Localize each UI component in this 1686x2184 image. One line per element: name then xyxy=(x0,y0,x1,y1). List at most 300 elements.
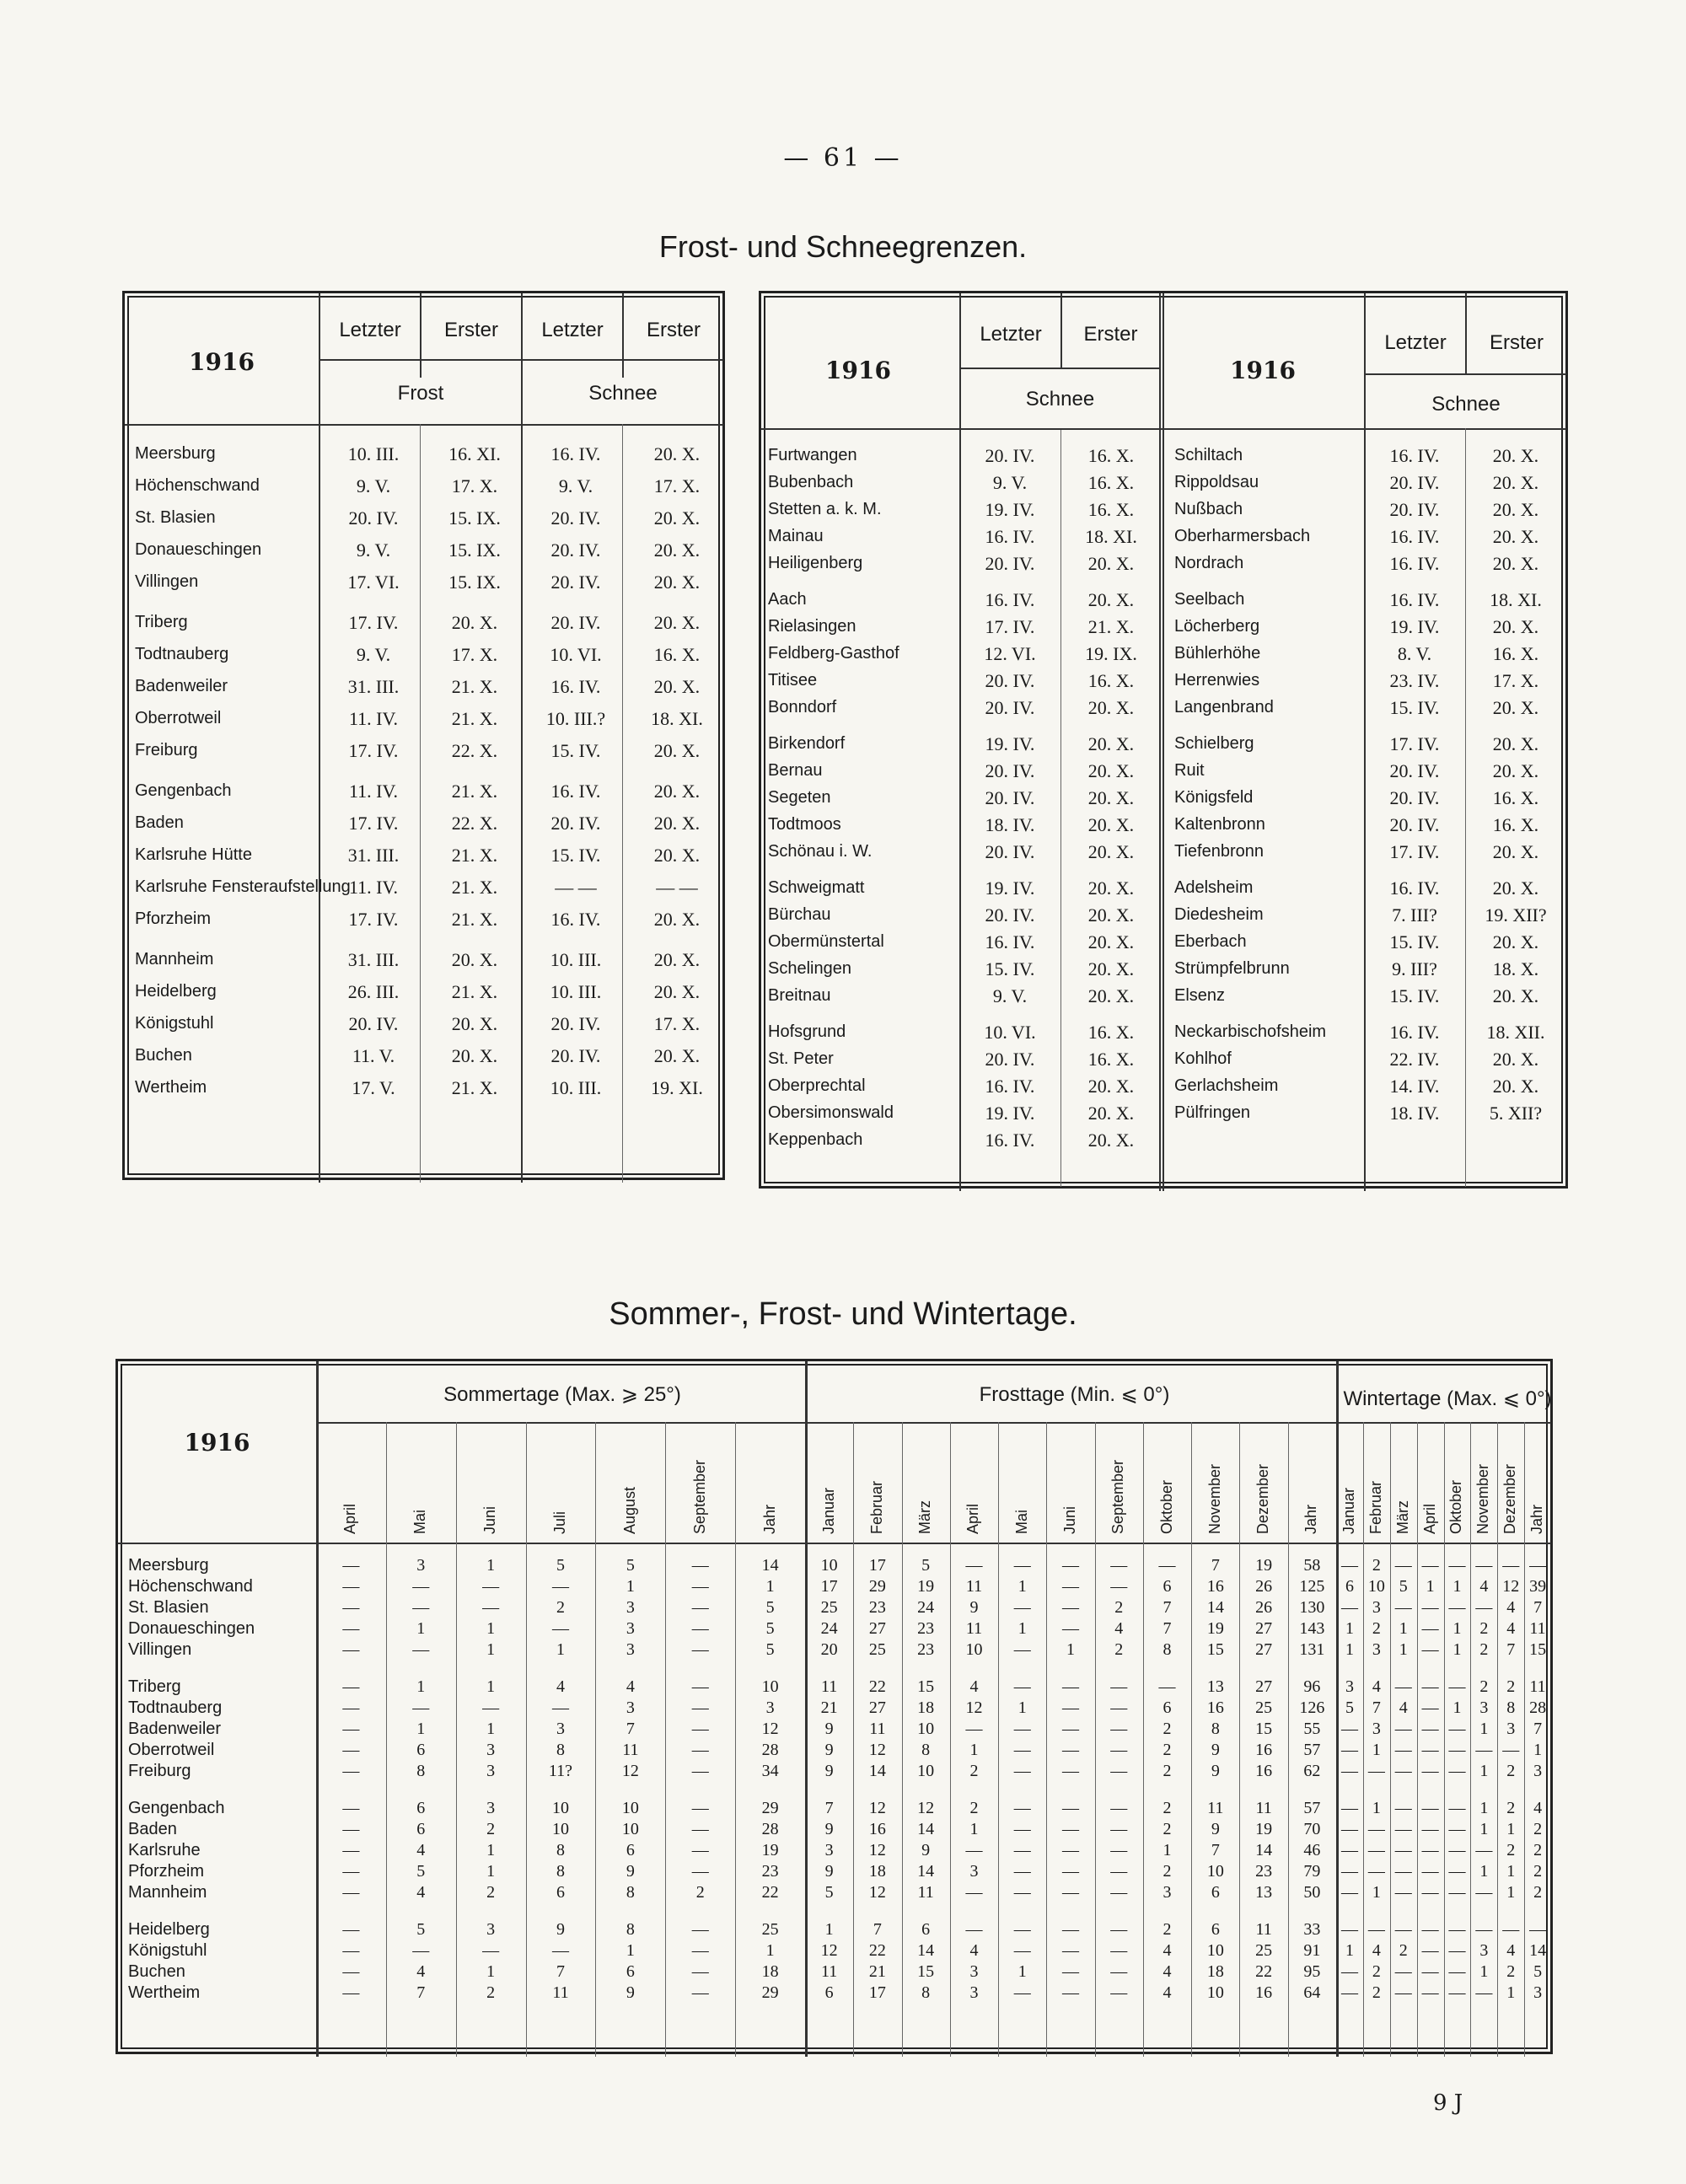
day-count-cell: — xyxy=(1421,1720,1439,1738)
day-count-cell: 1 xyxy=(1018,1698,1027,1717)
month-header: April xyxy=(964,1503,982,1534)
day-count-cell: 7 xyxy=(1533,1598,1543,1617)
date-cell: 20. IV. xyxy=(550,507,601,529)
station-name: Heidelberg xyxy=(128,1920,210,1939)
day-count-cell: 4 xyxy=(1506,1941,1516,1960)
day-count-cell: — xyxy=(1475,1741,1493,1759)
day-count-cell: 25 xyxy=(868,1640,886,1659)
date-cell: 10. III. xyxy=(550,1077,602,1098)
date-cell: 16. IV. xyxy=(1389,526,1440,547)
date-cell: 19. IX. xyxy=(1085,643,1137,664)
day-count-cell: 1 xyxy=(1479,1862,1489,1881)
day-count-cell: 5 xyxy=(1399,1577,1408,1596)
day-count-cell: 11 xyxy=(1207,1799,1224,1817)
day-count-cell: 3 xyxy=(626,1640,635,1659)
day-count-cell: — xyxy=(965,1920,983,1939)
station-name: Titisee xyxy=(768,671,818,690)
day-count-cell: 15 xyxy=(1529,1640,1547,1659)
date-cell: 18. XII. xyxy=(1486,1022,1545,1043)
date-cell: 20. IV. xyxy=(348,1013,399,1034)
day-count-cell: 1 xyxy=(1533,1741,1543,1759)
date-cell: 16. IV. xyxy=(1389,589,1440,610)
date-cell: 20. IV. xyxy=(1389,760,1440,781)
date-cell: 16. X. xyxy=(1087,499,1135,520)
day-count-cell: — xyxy=(1062,1577,1079,1596)
day-count-cell: 10 xyxy=(552,1799,569,1817)
day-count-cell: 14 xyxy=(917,1820,935,1838)
day-count-cell: 3 xyxy=(1162,1883,1172,1902)
day-count-cell: 2 xyxy=(1114,1640,1124,1659)
day-count-cell: 5 xyxy=(416,1920,426,1939)
date-cell: 20. X. xyxy=(1087,733,1135,754)
date-cell: 11. IV. xyxy=(348,877,399,898)
day-count-cell: 6 xyxy=(416,1799,426,1817)
day-count-cell: 1 xyxy=(626,1941,635,1960)
day-count-cell: 1 xyxy=(824,1920,834,1939)
day-count-cell: 10 xyxy=(1206,1941,1224,1960)
day-count-cell: 6 xyxy=(1211,1883,1220,1902)
day-count-cell: 14 xyxy=(761,1556,779,1575)
station-name: Oberharmersbach xyxy=(1174,527,1311,545)
date-cell: 20. IV. xyxy=(985,697,1035,718)
snow-last-header-right: Letzter xyxy=(1384,331,1447,354)
day-count-cell: — xyxy=(1448,1762,1466,1780)
day-count-cell: 1 xyxy=(1506,1820,1516,1838)
date-cell: 20. IV. xyxy=(1389,814,1440,835)
station-name: Oberprechtal xyxy=(768,1076,866,1095)
date-cell: 20. X. xyxy=(1087,1076,1135,1097)
day-count-cell: 5 xyxy=(556,1556,565,1575)
day-count-cell: 1 xyxy=(1506,1883,1516,1902)
date-cell: 31. III. xyxy=(347,949,400,970)
day-count-cell: 16 xyxy=(868,1820,886,1838)
date-cell: 20. IV. xyxy=(1389,472,1440,493)
day-count-cell: — xyxy=(1340,1598,1358,1617)
date-cell: 20. IV. xyxy=(550,539,601,561)
month-header: April xyxy=(1420,1503,1438,1534)
day-count-cell: 7 xyxy=(416,1983,426,2002)
day-count-cell: — xyxy=(1013,1640,1031,1659)
day-count-cell: 8 xyxy=(1211,1720,1220,1738)
day-count-cell: 18 xyxy=(917,1698,935,1717)
day-count-cell: 7 xyxy=(626,1720,635,1738)
day-count-cell: — xyxy=(691,1962,709,1981)
day-count-cell: 10 xyxy=(1206,1862,1224,1881)
day-count-cell: 4 xyxy=(556,1677,565,1696)
day-count-cell: 64 xyxy=(1303,1983,1321,2002)
day-count-cell: 15 xyxy=(917,1677,935,1696)
station-name: Todtmoos xyxy=(768,815,841,834)
day-count-cell: — xyxy=(1367,1762,1385,1780)
date-cell: 10. III. xyxy=(347,443,400,464)
day-count-cell: — xyxy=(691,1640,709,1659)
day-count-cell: 79 xyxy=(1303,1862,1321,1881)
day-count-cell: — xyxy=(1421,1677,1439,1696)
day-count-cell: 14 xyxy=(1206,1598,1224,1617)
station-name: Adelsheim xyxy=(1174,878,1254,897)
day-count-cell: 1 xyxy=(416,1677,426,1696)
snow-group-header: Schnee xyxy=(588,382,658,405)
day-count-cell: 2 xyxy=(1372,1556,1381,1575)
day-count-cell: 8 xyxy=(921,1741,931,1759)
date-cell: 9. V. xyxy=(558,475,593,496)
day-count-cell: — xyxy=(1367,1862,1385,1881)
day-count-cell: — xyxy=(1394,1962,1412,1981)
date-cell: 20. X. xyxy=(1492,1076,1539,1097)
month-header: Mai xyxy=(1012,1509,1030,1534)
day-count-cell: — xyxy=(1421,1619,1439,1638)
day-count-cell: — xyxy=(1448,1598,1466,1617)
day-count-cell: — xyxy=(1062,1962,1079,1981)
day-count-cell: 8 xyxy=(626,1883,635,1902)
day-count-cell: — xyxy=(1421,1598,1439,1617)
day-count-cell: — xyxy=(482,1941,500,1960)
station-name: Pforzheim xyxy=(135,910,212,928)
date-cell: 20. X. xyxy=(1492,760,1539,781)
day-count-cell: 9 xyxy=(556,1920,565,1939)
date-cell: 20. X. xyxy=(653,612,701,633)
day-count-cell: 8 xyxy=(416,1762,426,1780)
station-name: Todtnauberg xyxy=(135,645,229,663)
day-count-cell: 2 xyxy=(1399,1941,1408,1960)
day-count-cell: — xyxy=(1394,1983,1412,2002)
day-count-cell: — xyxy=(1013,1941,1031,1960)
day-count-cell: — xyxy=(1448,1720,1466,1738)
date-cell: 16. IV. xyxy=(550,443,601,464)
day-count-cell: — xyxy=(1394,1720,1412,1738)
day-count-cell: — xyxy=(412,1698,430,1717)
station-name: St. Peter xyxy=(768,1049,834,1068)
day-count-cell: — xyxy=(1110,1698,1128,1717)
day-count-cell: — xyxy=(1448,1741,1466,1759)
day-count-cell: 9 xyxy=(824,1720,834,1738)
day-count-cell: 55 xyxy=(1303,1720,1321,1738)
day-count-cell: 126 xyxy=(1299,1698,1325,1717)
date-cell: 20. X. xyxy=(653,539,701,561)
day-count-cell: 3 xyxy=(486,1762,496,1780)
date-cell: 16. X. xyxy=(653,644,701,665)
day-count-cell: 2 xyxy=(1533,1820,1543,1838)
date-cell: 20. X. xyxy=(653,845,701,866)
date-cell: 7. III? xyxy=(1392,904,1437,926)
day-count-cell: 15 xyxy=(1255,1720,1273,1738)
day-count-cell: — xyxy=(1062,1720,1079,1738)
date-cell: 21. X. xyxy=(451,708,498,729)
day-count-cell: — xyxy=(1340,1762,1358,1780)
snow-year-header-right: 1916 xyxy=(1230,357,1296,384)
day-count-cell: 4 xyxy=(969,1941,979,1960)
day-count-cell: 1 xyxy=(1506,1862,1516,1881)
summer-days-header: Sommertage (Max. ⩾ 25°) xyxy=(443,1383,681,1406)
day-count-cell: 5 xyxy=(626,1556,635,1575)
month-header: August xyxy=(620,1486,638,1534)
date-cell: 5. XII? xyxy=(1489,1103,1543,1124)
day-count-cell: — xyxy=(1062,1741,1079,1759)
day-count-cell: — xyxy=(1502,1920,1520,1939)
date-cell: 19. IV. xyxy=(1389,616,1440,637)
date-cell: 19. IV. xyxy=(985,733,1035,754)
date-cell: 20. IV. xyxy=(985,1049,1035,1070)
day-count-cell: 3 xyxy=(416,1556,426,1575)
station-name: Strümpfelbrunn xyxy=(1174,959,1290,978)
day-count-cell: — xyxy=(1062,1883,1079,1902)
day-count-cell: — xyxy=(1013,1762,1031,1780)
day-count-cell: 9 xyxy=(824,1741,834,1759)
day-count-cell: 24 xyxy=(917,1598,935,1617)
day-count-cell: — xyxy=(691,1941,709,1960)
date-cell: 16. X. xyxy=(1087,445,1135,466)
station-name: Schielberg xyxy=(1174,734,1254,753)
date-cell: 20. X. xyxy=(1087,841,1135,862)
month-header: Jahr xyxy=(760,1504,778,1534)
date-cell: 20. IV. xyxy=(985,841,1035,862)
date-cell: 20. X. xyxy=(653,571,701,593)
day-count-cell: 11 xyxy=(1529,1677,1546,1696)
day-count-cell: 10 xyxy=(965,1640,983,1659)
day-count-cell: — xyxy=(1110,1820,1128,1838)
day-count-cell: 17 xyxy=(868,1556,886,1575)
day-count-cell: — xyxy=(1062,1698,1079,1717)
date-cell: 20. IV. xyxy=(985,760,1035,781)
date-cell: 20. IV. xyxy=(985,904,1035,926)
day-count-cell: — xyxy=(1110,1556,1128,1575)
date-cell: 16. IV. xyxy=(1389,445,1440,466)
day-count-cell: 50 xyxy=(1303,1883,1321,1902)
day-count-cell: 23 xyxy=(1255,1862,1273,1881)
day-count-cell: 11 xyxy=(552,1983,569,2002)
day-count-cell: — xyxy=(1448,1677,1466,1696)
day-count-cell: 29 xyxy=(761,1799,779,1817)
day-count-cell: 27 xyxy=(1255,1619,1273,1638)
day-count-cell: 15 xyxy=(917,1962,935,1981)
station-name: Villingen xyxy=(135,572,199,591)
day-count-cell: 29 xyxy=(761,1983,779,2002)
day-count-cell: 12 xyxy=(1502,1577,1520,1596)
date-cell: 16. X. xyxy=(1087,1022,1135,1043)
date-cell: 21. X. xyxy=(451,877,498,898)
day-count-cell: 8 xyxy=(1506,1698,1516,1717)
day-count-cell: 1 xyxy=(1452,1640,1462,1659)
day-count-cell: — xyxy=(1475,1841,1493,1859)
day-count-cell: 8 xyxy=(556,1862,565,1881)
day-count-cell: 1 xyxy=(1452,1619,1462,1638)
date-cell: 20. X. xyxy=(653,781,701,802)
day-count-cell: — xyxy=(965,1720,983,1738)
date-cell: 10. III.? xyxy=(545,708,606,729)
day-count-cell: — xyxy=(552,1619,569,1638)
station-name: Gengenbach xyxy=(135,781,232,800)
day-count-cell: 1 xyxy=(1066,1640,1075,1659)
day-count-cell: — xyxy=(691,1677,709,1696)
station-name: Baden xyxy=(135,813,184,832)
day-count-cell: 6 xyxy=(1162,1577,1172,1596)
day-count-cell: — xyxy=(1062,1762,1079,1780)
day-count-cell: 57 xyxy=(1303,1741,1321,1759)
day-count-cell: 2 xyxy=(486,1820,496,1838)
day-count-cell: 11 xyxy=(1255,1920,1272,1939)
day-count-cell: 12 xyxy=(621,1762,639,1780)
day-count-cell: — xyxy=(1502,1741,1520,1759)
date-cell: 9. V. xyxy=(992,985,1028,1006)
day-count-cell: — xyxy=(1340,1741,1358,1759)
day-count-cell: — xyxy=(1421,1920,1439,1939)
day-count-cell: — xyxy=(342,1619,360,1638)
month-header: April xyxy=(341,1503,359,1534)
day-count-cell: — xyxy=(1367,1820,1385,1838)
day-count-cell: — xyxy=(1340,1862,1358,1881)
day-count-cell: — xyxy=(1448,1799,1466,1817)
day-count-cell: — xyxy=(1340,1983,1358,2002)
date-cell: 17. IV. xyxy=(348,813,399,834)
day-count-cell: — xyxy=(1421,1698,1439,1717)
day-count-cell: 6 xyxy=(556,1883,565,1902)
date-cell: 17. V. xyxy=(352,1077,395,1098)
day-count-cell: — xyxy=(1394,1677,1412,1696)
day-count-cell: — xyxy=(1475,1556,1493,1575)
date-cell: 15. IV. xyxy=(550,845,601,866)
snow-year-header-left: 1916 xyxy=(825,357,891,384)
day-count-cell: — xyxy=(1158,1556,1176,1575)
station-name: Triberg xyxy=(128,1677,181,1696)
day-count-cell: — xyxy=(1013,1741,1031,1759)
day-count-cell: 34 xyxy=(761,1762,779,1780)
day-count-cell: 7 xyxy=(1211,1841,1220,1859)
month-header: November xyxy=(1474,1463,1492,1534)
day-count-cell: 1 xyxy=(1345,1941,1354,1960)
date-cell: 20. X. xyxy=(1492,499,1539,520)
date-cell: 8. V. xyxy=(1397,643,1432,664)
day-count-cell: 11 xyxy=(1529,1619,1546,1638)
day-count-cell: — xyxy=(482,1698,500,1717)
date-cell: 20. X. xyxy=(1087,814,1135,835)
day-count-cell: 7 xyxy=(1162,1619,1172,1638)
day-count-cell: — xyxy=(691,1698,709,1717)
month-header: September xyxy=(690,1459,708,1534)
day-count-cell: 130 xyxy=(1299,1598,1325,1617)
date-cell: — — xyxy=(555,877,597,898)
date-cell: 20. X. xyxy=(1087,958,1135,979)
station-name: Bürchau xyxy=(768,905,831,924)
day-count-cell: 4 xyxy=(1372,1941,1381,1960)
station-name: Tiefenbronn xyxy=(1174,842,1264,861)
date-cell: 20. X. xyxy=(653,740,701,761)
date-cell: 20. IV. xyxy=(985,553,1035,574)
station-name: Hofsgrund xyxy=(768,1022,846,1041)
day-count-cell: 14 xyxy=(917,1941,935,1960)
day-count-cell: 95 xyxy=(1303,1962,1321,1981)
day-count-cell: 2 xyxy=(1479,1677,1489,1696)
day-count-cell: — xyxy=(691,1619,709,1638)
day-count-cell: — xyxy=(1062,1799,1079,1817)
day-count-cell: 1 xyxy=(486,1720,496,1738)
day-count-cell: 10 xyxy=(1206,1983,1224,2002)
date-cell: 17. X. xyxy=(653,1013,701,1034)
month-header: Februar xyxy=(867,1480,885,1534)
day-count-cell: 1 xyxy=(969,1820,979,1838)
station-name: Löcherberg xyxy=(1174,617,1260,636)
date-cell: 20. IV. xyxy=(1389,787,1440,808)
day-count-cell: 2 xyxy=(1479,1640,1489,1659)
day-count-cell: 1 xyxy=(1479,1720,1489,1738)
title-summer-frost-winter-days: Sommer-, Frost- und Wintertage. xyxy=(609,1296,1077,1332)
day-count-cell: 3 xyxy=(626,1619,635,1638)
date-cell: 17. IV. xyxy=(348,612,399,633)
day-count-cell: 1 xyxy=(1018,1577,1027,1596)
station-name: Breitnau xyxy=(768,986,831,1005)
snow-last-header: Letzter xyxy=(541,319,604,341)
month-header: Mai xyxy=(411,1509,429,1534)
day-count-cell: — xyxy=(691,1556,709,1575)
day-count-cell: 4 xyxy=(1162,1983,1172,2002)
day-count-cell: — xyxy=(1013,1677,1031,1696)
station-name: Obermünstertal xyxy=(768,932,884,951)
frost-group-header: Frost xyxy=(397,382,444,405)
day-count-cell: 12 xyxy=(868,1883,886,1902)
day-count-cell: 10 xyxy=(621,1799,639,1817)
day-count-cell: 8 xyxy=(1162,1640,1172,1659)
day-count-cell: 9 xyxy=(969,1598,979,1617)
station-name: Keppenbach xyxy=(768,1130,863,1149)
day-count-cell: 3 xyxy=(969,1962,979,1981)
date-cell: — — xyxy=(656,877,698,898)
day-count-cell: — xyxy=(1475,1983,1493,2002)
day-count-cell: 19 xyxy=(1206,1619,1224,1638)
day-count-cell: 62 xyxy=(1303,1762,1321,1780)
day-count-cell: 2 xyxy=(1162,1820,1172,1838)
date-cell: 9. V. xyxy=(992,472,1028,493)
day-count-cell: 12 xyxy=(917,1799,935,1817)
day-count-cell: — xyxy=(1475,1598,1493,1617)
date-cell: 20. IV. xyxy=(550,571,601,593)
station-name: Todtnauberg xyxy=(128,1698,223,1717)
day-count-cell: 2 xyxy=(486,1883,496,1902)
day-count-cell: 2 xyxy=(1162,1920,1172,1939)
date-cell: 15. IV. xyxy=(1389,697,1440,718)
day-count-cell: 9 xyxy=(824,1762,834,1780)
day-count-cell: 17 xyxy=(868,1983,886,2002)
day-count-cell: — xyxy=(1013,1598,1031,1617)
date-cell: 20. X. xyxy=(1492,697,1539,718)
day-count-cell: — xyxy=(1110,1862,1128,1881)
day-count-cell: 1 xyxy=(1479,1799,1489,1817)
day-count-cell: 19 xyxy=(1255,1556,1273,1575)
day-count-cell: — xyxy=(1394,1556,1412,1575)
day-count-cell: — xyxy=(1158,1677,1176,1696)
day-count-cell: 25 xyxy=(1255,1941,1273,1960)
day-count-cell: — xyxy=(1448,1556,1466,1575)
day-count-cell: 3 xyxy=(556,1720,565,1738)
date-cell: 20. X. xyxy=(653,443,701,464)
day-count-cell: 7 xyxy=(873,1920,882,1939)
day-count-cell: — xyxy=(1062,1941,1079,1960)
date-cell: 19. XI. xyxy=(651,1077,703,1098)
day-count-cell: 21 xyxy=(868,1962,886,1981)
day-count-cell: 3 xyxy=(626,1598,635,1617)
station-name: Königsfeld xyxy=(1174,788,1254,807)
day-count-cell: — xyxy=(1340,1799,1358,1817)
page-number: — 61 — xyxy=(783,143,903,173)
day-count-cell: 22 xyxy=(1255,1962,1273,1981)
station-name: Buchen xyxy=(135,1046,192,1065)
day-count-cell: — xyxy=(1448,1862,1466,1881)
date-cell: 16. IV. xyxy=(550,676,601,697)
day-count-cell: — xyxy=(1421,1762,1439,1780)
day-count-cell: — xyxy=(1110,1883,1128,1902)
day-count-cell: 1 xyxy=(1372,1883,1381,1902)
day-count-cell: 1 xyxy=(1452,1698,1462,1717)
date-cell: 9. III? xyxy=(1392,958,1437,979)
day-count-cell: 3 xyxy=(486,1920,496,1939)
